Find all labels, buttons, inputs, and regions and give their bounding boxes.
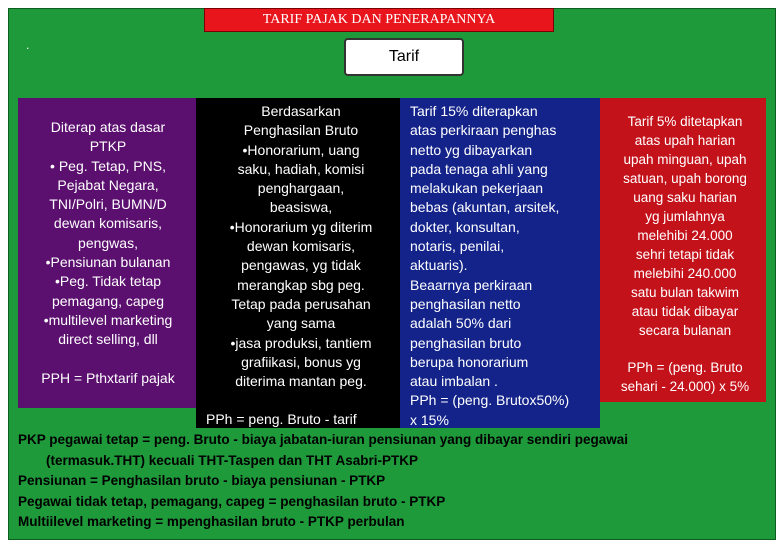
col1-line: • Peg. Tetap, PNS, <box>50 157 166 174</box>
col2-formula: PPh = peng. Bruto - tarif <box>206 411 357 428</box>
col2-line: •Honorarium yg diterim <box>229 218 373 235</box>
col1-line: •multilevel marketing <box>43 311 173 328</box>
col4-line: satuan, upah borong <box>623 171 747 186</box>
col3-formula: x 15% <box>410 411 449 428</box>
column-harian <box>600 98 766 402</box>
col2-line: grafiikasi, bonus yg <box>241 353 361 370</box>
column-netto <box>400 98 600 428</box>
bottom-line: Pensiunan = Penghasilan bruto - biaya pensiunan - PTKP <box>18 473 386 489</box>
col4-formula: sehari - 24.000) x 5% <box>620 379 750 394</box>
col2-line: yang sama <box>266 315 336 332</box>
col2-line: pengawas, yg tidak <box>241 257 361 274</box>
col2-line: dewan komisaris, <box>246 238 356 255</box>
col2-line: saku, hadiah, komisi <box>237 160 365 177</box>
col3-line: netto yg dibayarkan <box>410 141 533 158</box>
col1-line: pemagang, capeg <box>51 292 165 309</box>
col4-formula: PPh = (peng. Bruto <box>627 360 743 375</box>
col3-line: penghasilan bruto <box>410 334 522 351</box>
col1-line: Diterap atas dasar <box>50 119 166 135</box>
col2-heading: Berdasarkan <box>261 103 341 119</box>
bottom-formulas <box>8 430 774 533</box>
col4-line: atas upah harian <box>634 133 736 148</box>
col1-line: PTKP <box>89 138 127 155</box>
col2-line: diterima mantan peg. <box>235 373 367 390</box>
col4-line: melehibi 24.000 <box>637 228 733 243</box>
col2-line: Tetap pada perusahan <box>231 295 371 312</box>
col3-line: penghasilan netto <box>410 295 521 312</box>
col4-line: sehri tetapi tidak <box>635 247 735 262</box>
tarif-root-box: Tarif <box>344 38 464 76</box>
bottom-line: PKP pegawai tetap = peng. Bruto - biaya jabatan-iuran pensiunan yang dibayar sendiri pegawai <box>18 432 629 447</box>
col3-line: dokter, konsultan, <box>410 218 520 235</box>
col2-heading: Penghasilan Bruto <box>243 122 359 139</box>
bottom-line: (termasuk.THT) kecuali THT-Taspen dan THT Asabri-PTKP <box>46 452 419 468</box>
col2-line: merangkap sbg peg. <box>237 276 365 293</box>
bottom-line: Pegawai tidak tetap, pemagang, capeg = penghasilan bruto - PTKP <box>18 493 446 509</box>
col4-line: uang saku harian <box>633 190 737 205</box>
column-ptkp <box>18 98 198 408</box>
col2-line: beasiswa, <box>269 199 333 216</box>
col3-line: berupa honorarium <box>410 353 529 370</box>
col1-line: direct selling, dll <box>58 331 158 348</box>
col2-line: •jasa produksi, tantiem <box>230 334 372 351</box>
col4-line: melebihi 240.000 <box>633 266 737 281</box>
col3-line: adalah 50% dari <box>410 315 512 332</box>
slide-title: TARIF PAJAK DAN PENERAPANNYA <box>204 8 554 32</box>
col1-line: dewan komisaris, <box>53 215 163 232</box>
col1-line: pengwas, <box>78 234 138 251</box>
col2-line: penghargaan, <box>257 180 345 197</box>
col3-line: atas perkiraan penghas <box>410 122 557 139</box>
col4-line: satu bulan takwim <box>630 285 740 300</box>
col3-line: aktuaris). <box>410 257 468 274</box>
col3-line: atau imbalan . <box>410 373 498 390</box>
col4-line: yg jumlahnya <box>645 209 725 224</box>
col3-line: Tarif 15% diterapkan <box>410 103 538 119</box>
col3-line: pada tenaga ahli yang <box>410 160 548 177</box>
col3-line: Beaarnya perkiraan <box>410 276 533 293</box>
col3-line: bebas (akuntan, arsitek, <box>410 199 560 216</box>
col1-formula: PPH = Pthxtarif pajak <box>41 369 175 386</box>
col3-line: melakukan pekerjaan <box>410 180 544 197</box>
bullet-dot: . <box>26 38 30 52</box>
col3-formula: PPh = (peng. Brutox50%) <box>410 392 570 409</box>
col4-line: secara bulanan <box>638 323 732 338</box>
bottom-line: Multiilevel marketing = mpenghasilan bruto - PTKP perbulan <box>18 514 405 530</box>
col4-line: Tarif 5% ditetapkan <box>627 114 743 129</box>
col1-line: TNI/Polri, BUMN/D <box>49 196 167 213</box>
col4-line: atau tidak dibayar <box>631 304 739 319</box>
col1-line: Pejabat Negara, <box>57 176 159 193</box>
col3-line: notaris, penilai, <box>410 238 505 255</box>
col1-line: •Peg. Tidak tetap <box>54 273 162 290</box>
column-bruto <box>196 98 400 428</box>
col1-line: •Pensiunan bulanan <box>45 254 171 271</box>
col4-line: upah minguan, upah <box>623 152 747 167</box>
col2-line: •Honorarium, uang <box>242 141 360 158</box>
